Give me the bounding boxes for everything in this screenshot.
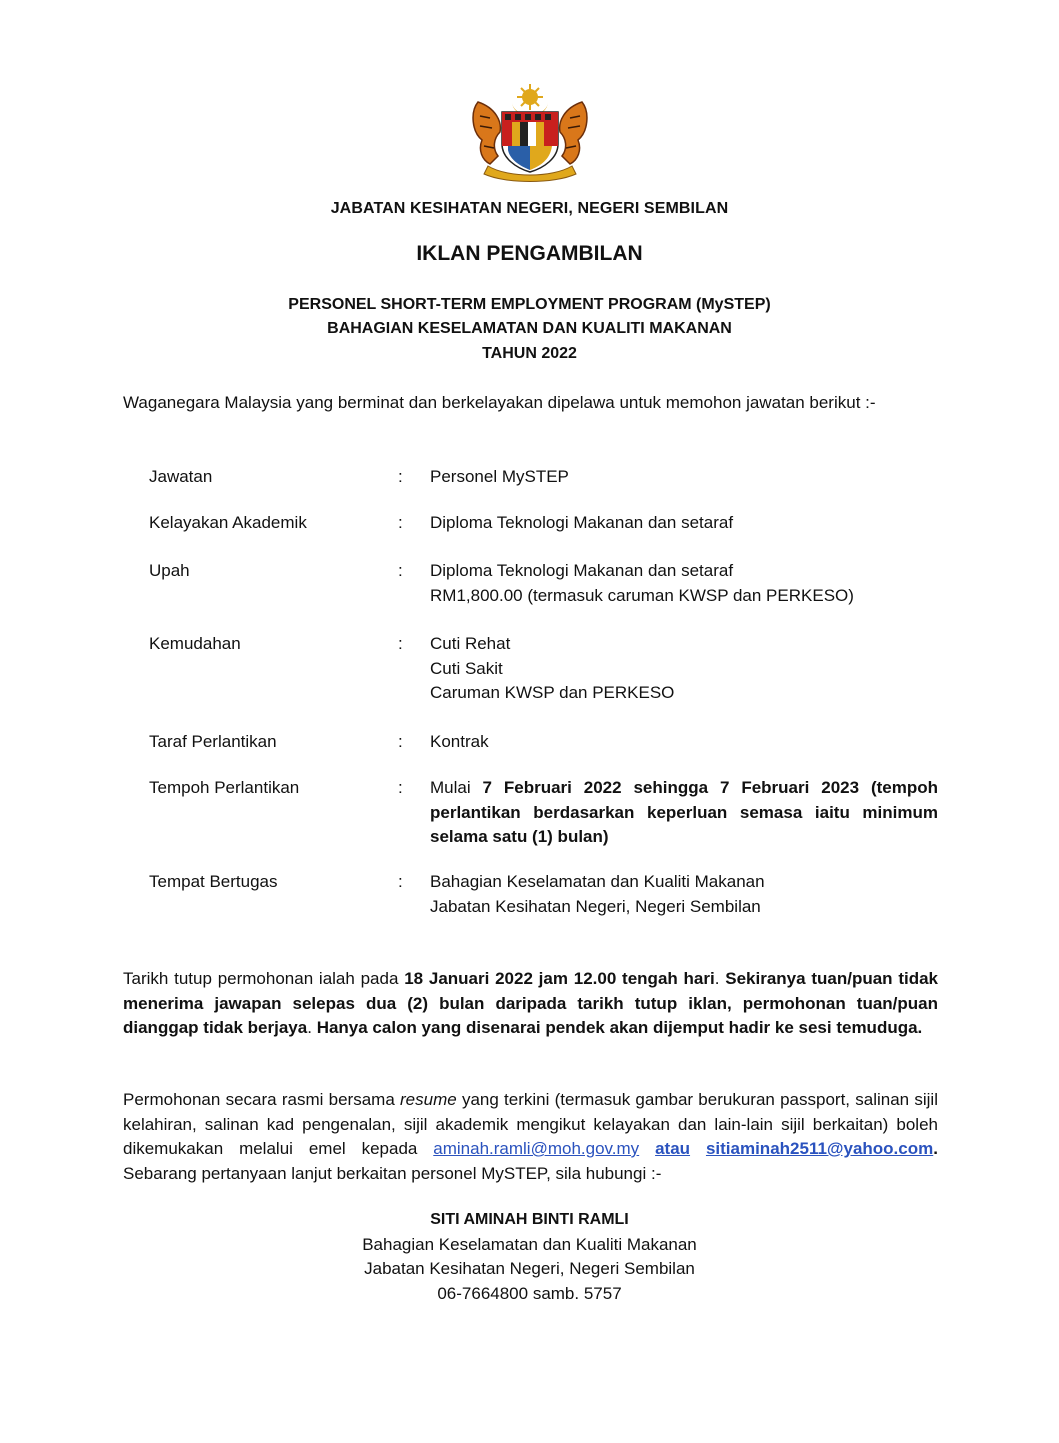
detail-separator: : (398, 872, 403, 891)
detail-value-line: Personel MySTEP (430, 467, 569, 486)
intro-text: Waganegara Malaysia yang berminat dan berkelayakan dipelawa untuk memohon jawatan berikut :- (123, 393, 876, 412)
division-name: BAHAGIAN KESELAMATAN DAN KUALITI MAKANAN (327, 320, 732, 337)
detail-value-line: Jabatan Kesihatan Negeri, Negeri Sembilan (430, 896, 761, 916)
detail-value (430, 730, 938, 755)
or-text: atau (655, 1139, 691, 1158)
malaysia-coat-of-arms-icon (468, 82, 592, 182)
year-label: TAHUN 2022 (482, 345, 577, 362)
closing-paragraph (123, 967, 938, 1041)
detail-value-line: Cuti Rehat (430, 634, 511, 653)
detail-value-line: Diploma Teknologi Makanan dan setaraf (430, 513, 734, 532)
page-title: IKLAN PENGAMBILAN (416, 242, 643, 265)
detail-value-prefix: Mulai (430, 778, 483, 797)
detail-value-line: RM1,800.00 (termasuk caruman KWSP dan PERKESO) (430, 585, 854, 605)
detail-value (430, 776, 938, 850)
application-paragraph (123, 1088, 938, 1186)
detail-label: Tempoh Perlantikan (149, 778, 300, 797)
detail-label: Taraf Perlantikan (149, 732, 277, 751)
contact-department: Bahagian Keselamatan dan Kualiti Makanan (362, 1235, 697, 1254)
email-link-moh[interactable]: aminah.ramli@moh.gov.my (433, 1139, 640, 1158)
detail-value-line: Bahagian Keselamatan dan Kualiti Makanan (430, 872, 765, 891)
detail-separator: : (398, 513, 403, 532)
email-link-yahoo[interactable]: sitiaminah2511@yahoo.com (705, 1139, 934, 1158)
closing-date: 18 Januari 2022 jam 12.00 tengah hari (404, 969, 715, 988)
detail-separator: : (398, 561, 403, 580)
resume-text: resume (400, 1090, 457, 1109)
appointment-period: 7 Februari 2022 sehingga 7 Februari 2023 (tempoh perlantikan berdasarkan keperluan semasa iaitu minimum selama satu (1) bulan) (430, 778, 938, 846)
detail-label: Jawatan (149, 467, 213, 486)
closing-text: Tarikh tutup permohonan ialah pada (123, 969, 405, 988)
detail-value (430, 632, 938, 706)
detail-separator: : (398, 467, 403, 486)
detail-value-line: Diploma Teknologi Makanan dan setaraf (430, 561, 734, 580)
agency-name: JABATAN KESIHATAN NEGERI, NEGERI SEMBILAN (330, 200, 729, 217)
enquiry-text: Sebarang pertanyaan lanjut berkaitan personel MySTEP, sila hubungi :- (123, 1163, 662, 1183)
detail-label: Kemudahan (149, 634, 241, 653)
program-name: PERSONEL SHORT-TERM EMPLOYMENT PROGRAM (MySTEP) (288, 296, 771, 313)
contact-phone: 06-7664800 samb. 5757 (437, 1284, 622, 1303)
detail-label: Upah (149, 561, 190, 580)
closing-text: . (714, 969, 726, 988)
detail-value-line: Kontrak (430, 732, 489, 751)
detail-separator: : (398, 778, 403, 797)
detail-separator: : (398, 634, 403, 653)
email-period: . (933, 1139, 938, 1158)
application-text: Permohonan secara rasmi bersama (123, 1090, 401, 1109)
detail-value-line: Caruman KWSP dan PERKESO (430, 683, 675, 702)
closing-text: . (307, 1018, 317, 1037)
detail-separator: : (398, 732, 403, 751)
detail-value (430, 870, 938, 919)
shortlist-notice: Hanya calon yang disenarai pendek akan dijemput hadir ke sesi temuduga. (316, 1018, 923, 1037)
detail-value (430, 559, 938, 608)
detail-label: Kelayakan Akademik (149, 513, 307, 532)
detail-value (430, 465, 938, 490)
application-text: yang terkini (termasuk gambar berukuran passport, salinan sijil kelahiran, salinan kad pengenalan, sijil akademik mengikut kelayakan dan lain-lain sijil berkaitan) boleh dikemukakan melalui emel kepada (123, 1090, 938, 1158)
closing-notice: Sekiranya tuan/puan tidak menerima jawapan selepas dua (2) bulan daripada tarikh tutup iklan, permohonan tuan/puan dianggap tidak berjaya (123, 969, 938, 1037)
detail-value-line: Cuti Sakit (430, 658, 503, 678)
contact-office: Jabatan Kesihatan Negeri, Negeri Sembilan (364, 1259, 695, 1278)
detail-value (430, 511, 938, 536)
contact-name: SITI AMINAH BINTI RAMLI (430, 1211, 629, 1228)
detail-label: Tempat Bertugas (149, 872, 278, 891)
